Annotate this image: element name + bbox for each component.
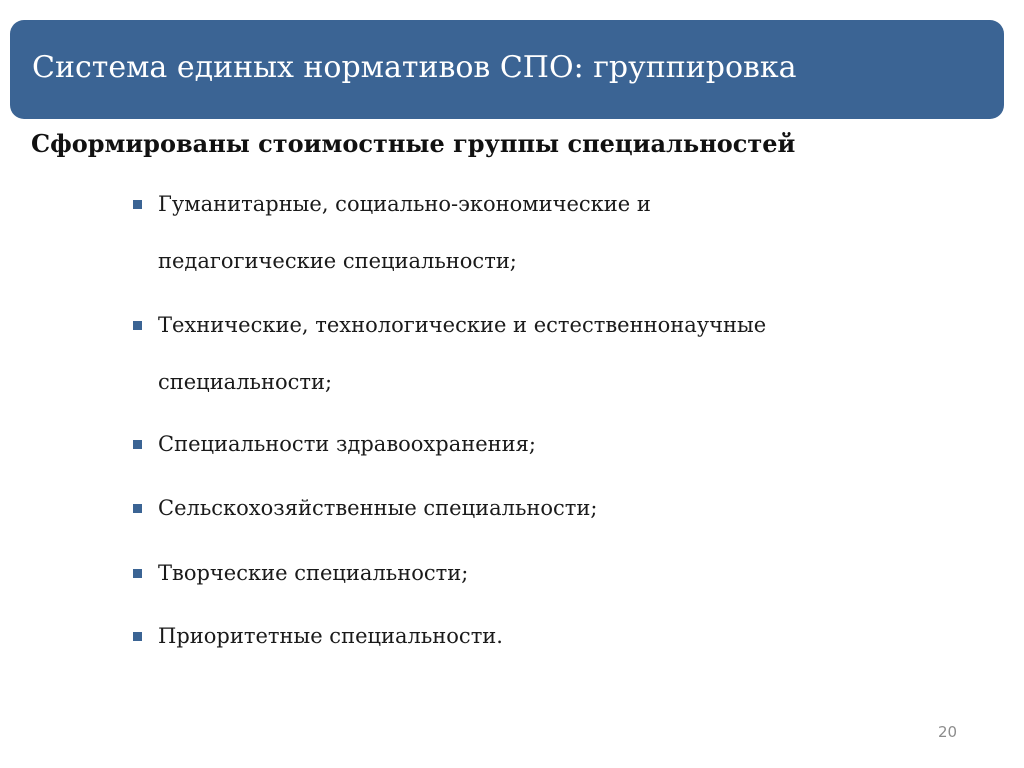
square-bullet-icon [133,440,142,449]
bullet-text-line: Приоритетные специальности. [158,624,503,648]
bullet-text-line: Творческие специальности; [158,561,469,585]
square-bullet-icon [133,504,142,513]
bullet-item [133,176,953,290]
page-number: 20 [938,723,958,741]
bullet-text-line: педагогические специальности; [158,249,517,273]
square-bullet-icon [133,200,142,209]
bullet-text-line: Сельскохозяйственные специальности; [158,496,598,520]
bullet-item [133,480,953,537]
slide-title: Система единых нормативов СПО: группировка [32,50,797,85]
bullet-text-line: Гуманитарные, социально-экономические и [158,192,651,216]
bullet-text-line: Специальности здравоохранения; [158,432,536,456]
square-bullet-icon [133,321,142,330]
bullet-text-line: специальности; [158,370,333,394]
square-bullet-icon [133,569,142,578]
square-bullet-icon [133,632,142,641]
title-bar [10,20,1004,119]
bullet-item [133,297,953,411]
bullet-item [133,608,953,665]
bullet-item [133,416,953,473]
slide-subtitle: Сформированы стоимостные группы специальностей [31,129,796,158]
bullet-item [133,545,953,602]
bullet-text-line: Технические, технологические и естественнонаучные [158,313,767,337]
